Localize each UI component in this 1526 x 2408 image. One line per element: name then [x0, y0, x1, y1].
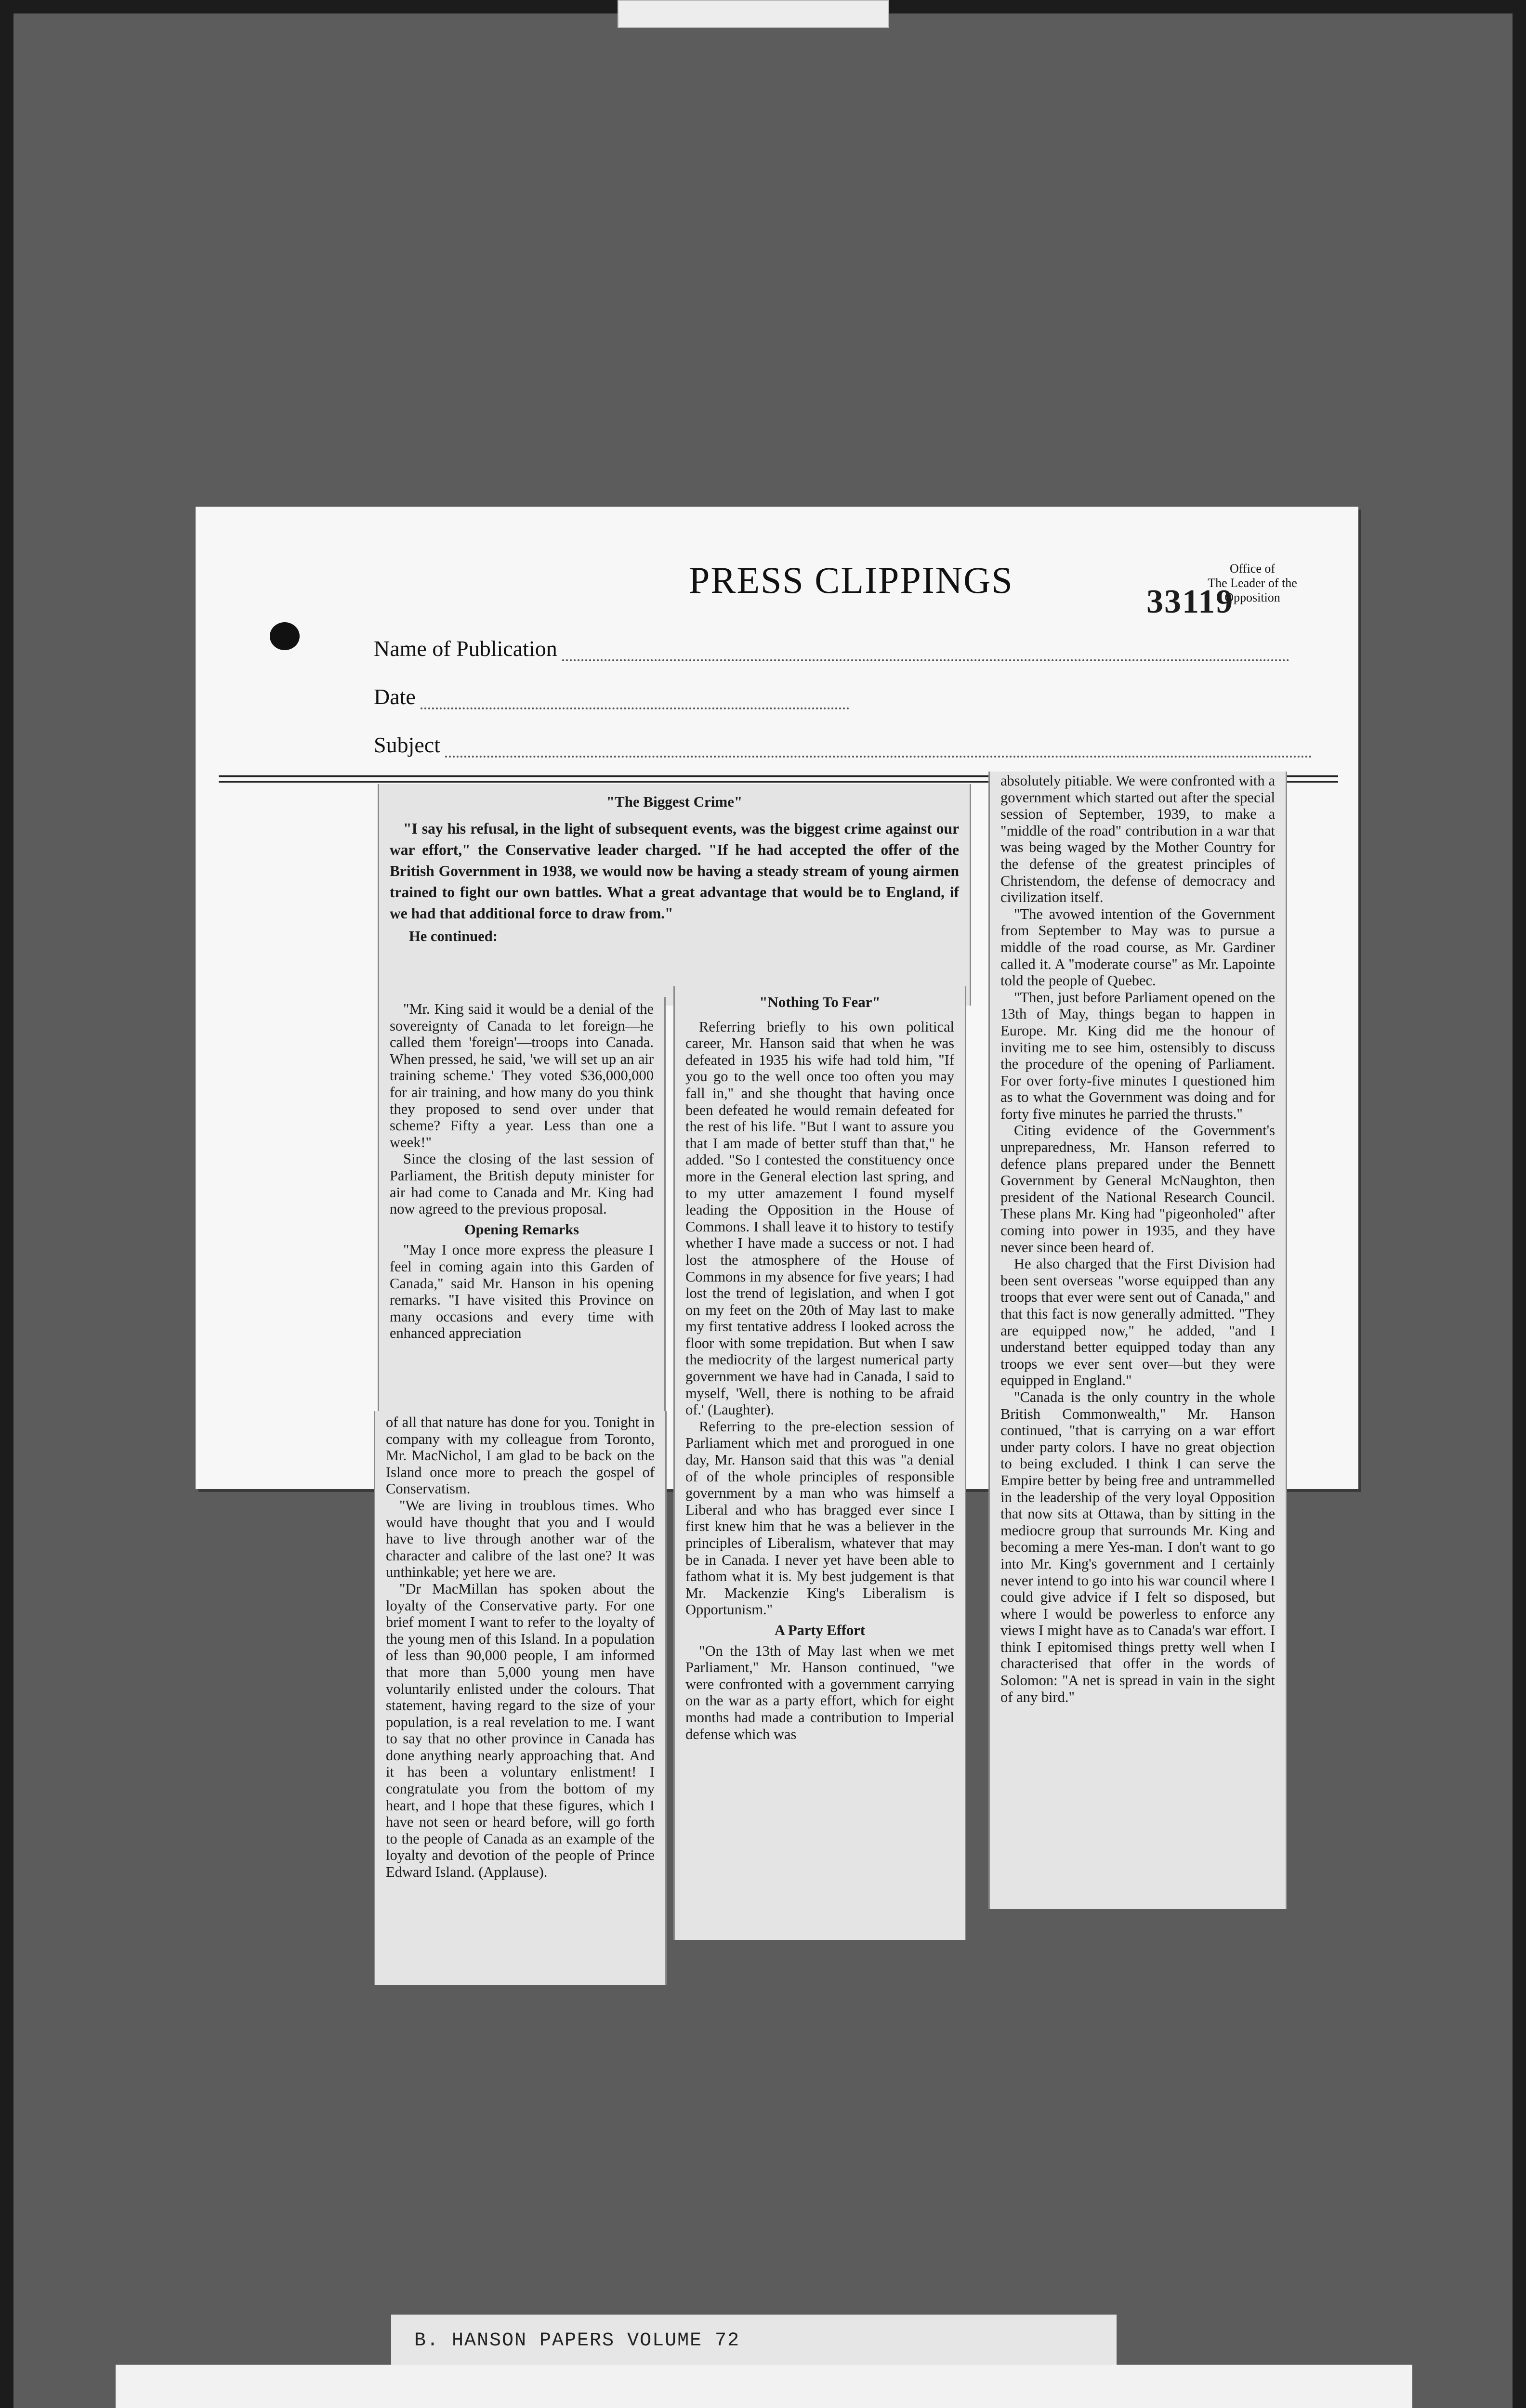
publication-line [562, 645, 1289, 661]
paragraph: Since the closing of the last session of Parliament, the British deputy minister for air had come to Canada and Mr. King had now agreed to the previous proposal. [390, 1151, 654, 1217]
paragraph: "The avowed intention of the Government from September to May was to pursue a middle of the road course, as Mr. Gardiner called it. A "moderate course" as Mr. Lapointe told the people of Quebec. [1000, 905, 1275, 989]
clipping-column-1b [374, 1411, 667, 1985]
paragraph: "Then, just before Parliament opened on the 13th of May, things began to happen in Europe. Mr. King did me the honour of inviting me to see him, ostensibly to discuss the procedure of the opening of Parliament. For over forty-five minutes I questioned him as to what the Government was doing and for forty five minutes he parried the thrusts." [1000, 989, 1275, 1122]
paragraph: "We are living in troublous times. Who would have thought that you and I would have to live through another war of the character and calibre of the last one? It was unthinkable; yet here we are. [386, 1497, 655, 1581]
paragraph: "Dr MacMillan has spoken about the loyalty of the Conservative party. For one brief moment I want to refer to the loyalty of the young men of this Island. In a population of less than 90,000 people, I am informed that more than 5,000 young men have voluntarily enlisted under the colours. That statement, having regard to the size of your population, is a real revelation to me. I want to say that no other province in Canada has done anything nearly approaching that. And it has been a voluntary enlistment! I congratulate you from the bottom of my heart, and I hope that these figures, which I have not seen or heard before, will go forth to the people of Canada as an example of the loyalty and devotion of the people of Prince Edward Island. (Applause). [386, 1580, 655, 1881]
paragraph: Citing evidence of the Government's unpreparedness, Mr. Hanson referred to defence plans prepared under the Bennett Government by General McNaughton, then president of the National Research Council. These plans Mr. King had "pigeonholed" after coming into power in 1935, and they have never since been heard of. [1000, 1122, 1275, 1256]
paragraph: Referring briefly to his own political career, Mr. Hanson said that when he was defeated in 1935 his wife had told him, "If you go to the well once too often you may fall in," and she thought that having once been defeated he would remain defeated for the rest of his life. "But I want to assure you that I am made of better stuff than that," he added. "So I contested the constituency once more in the General election last spring, and to my utter amazement I found myself leading the Opposition in the House of Commons. I shall leave it to history to testify whether I have made a success or not. I had lost the atmosphere of the House of Commons in my absence for five years; I had lost the trend of legislation, and when I got on my feet on the 20th of May last to make my first tentative address I looked across the floor with some trepidation. But when I saw the mediocrity of the largest numerical party government we have had in Canada, I said to myself, 'Well, there is nothing to be afraid of.' (Laughter). [685, 1018, 954, 1418]
paragraph: "Canada is the only country in the whole British Commonwealth," Mr. Hanson continued, "that is carrying on a war effort under party colors. I have no great objection to being excluded. I think I can serve the Empire better by being free and untrammelled in the leadership of the very loyal Opposition that now sits at Ottawa, than by sitting in the mediocre group that surrounds Mr. King and becoming a mere Yes-man. I don't want to go into Mr. King's government and I certainly never intend to go into his war council where I could give advice if I felt so disposed, but where I would be powerless to enforce any views I might have as to Canada's war effort. I think I epitomised things pretty well when I characterised that offer in the words of Solomon: "A net is spread in vain in the sight of any bird." [1000, 1388, 1276, 1705]
paragraph: He also charged that the First Division had been sent overseas "worse equipped than any troops that ever were sent out of Canada," and that this fact is now generally admitted. "They are equipped now," he added, "and I understand better equipped today than any troops we ever sent over—but they were equipped in England." [1000, 1256, 1275, 1389]
papers-label: B. HANSON PAPERS VOLUME 72 [414, 2330, 740, 2352]
clipping-column-2 [673, 986, 966, 1940]
publication-label: Name of Publication [374, 636, 557, 661]
paragraph: "On the 13th of May last when we met Parliament," Mr. Hanson continued, "we were confronted with a government carrying on the war as a party effort, which for eight months had made a contribution to Imperial defense which was [685, 1642, 954, 1742]
punch-hole [270, 622, 300, 650]
subject-field [374, 732, 1312, 758]
paragraph: "May I once more express the pleasure I feel in coming again into this Garden of Canada," said Mr. Hanson in his opening remarks. "I have visited this Province on many occasions and every time with enhanced appreciation [390, 1242, 654, 1342]
paragraph: Referring to the pre-election session of Parliament which met and prorogued in one day, Mr. Hanson said that this was "a denial of of the whole principles of responsible government by a man who was himself a Liberal and who has bragged ever since I first knew him that he was a believer in the principles of Liberalism, whatever that may be in Canada. I never yet have been able to fathom what it is. My best judgement is that Mr. Mackenzie King's Liberalism is Opportunism." [685, 1418, 954, 1618]
office-line-1: Office of [1229, 562, 1276, 576]
date-field [374, 684, 849, 709]
date-line [421, 693, 849, 709]
clipping-column-3 [988, 772, 1287, 1909]
clipping-column-1 [378, 997, 666, 1414]
film-tab [618, 0, 889, 28]
office-line-2: The Leader of the Opposition [1208, 576, 1297, 604]
paragraph: absolutely pitiable. We were confronted with a government which started out after the special session of September, 1939, to make a "middle of the road" contribution in a war that was being waged by the Mother Country for the defense of the greatest principles of Christendom, the defense of democracy and civilization itself. [1000, 772, 1275, 906]
subject-label: Subject [374, 733, 440, 757]
heading-party-effort: A Party Effort [774, 1622, 866, 1638]
subheading-continued: He continued: [409, 928, 498, 944]
date-label: Date [374, 684, 416, 709]
publication-field [374, 636, 1289, 661]
heading-nothing-to-fear: "Nothing To Fear" [759, 994, 881, 1010]
heading-biggest-crime: "The Biggest Crime" [606, 793, 743, 810]
paragraph: of all that nature has done for you. Tonight in company with my colleague from Toronto, Mr. MacNichol, I am glad to be back on the Island once more to preach the gospel of Conservatism. [386, 1414, 655, 1497]
heading-opening-remarks: Opening Remarks [464, 1221, 579, 1238]
archive-card [116, 2365, 1412, 2408]
stamp-number: 33119 [1146, 583, 1234, 620]
page-title: PRESS CLIPPINGS [689, 559, 1013, 601]
clipping-lead-block [378, 784, 971, 1006]
paragraph: "Mr. King said it would be a denial of the sovereignty of Canada to let foreign—he called them 'foreign'—troops into Canada. When pressed, he said, 'we will set up an air training scheme.' They voted $36,000,000 for air training, and how many do you think they proposed to send over under that scheme? Fifty a year. Less than one a week!" [390, 1001, 654, 1151]
lead-paragraph: "I say his refusal, in the light of subsequent events, was the biggest crime against our war effort," the Conservative leader charged. "If he had accepted the offer of the British Government in 1938, we would now be having a steady stream of young airmen trained to fight our own battles. What a great advantage that would be to England, if we had that additional force to draw from." [390, 820, 959, 922]
subject-line [445, 741, 1312, 758]
